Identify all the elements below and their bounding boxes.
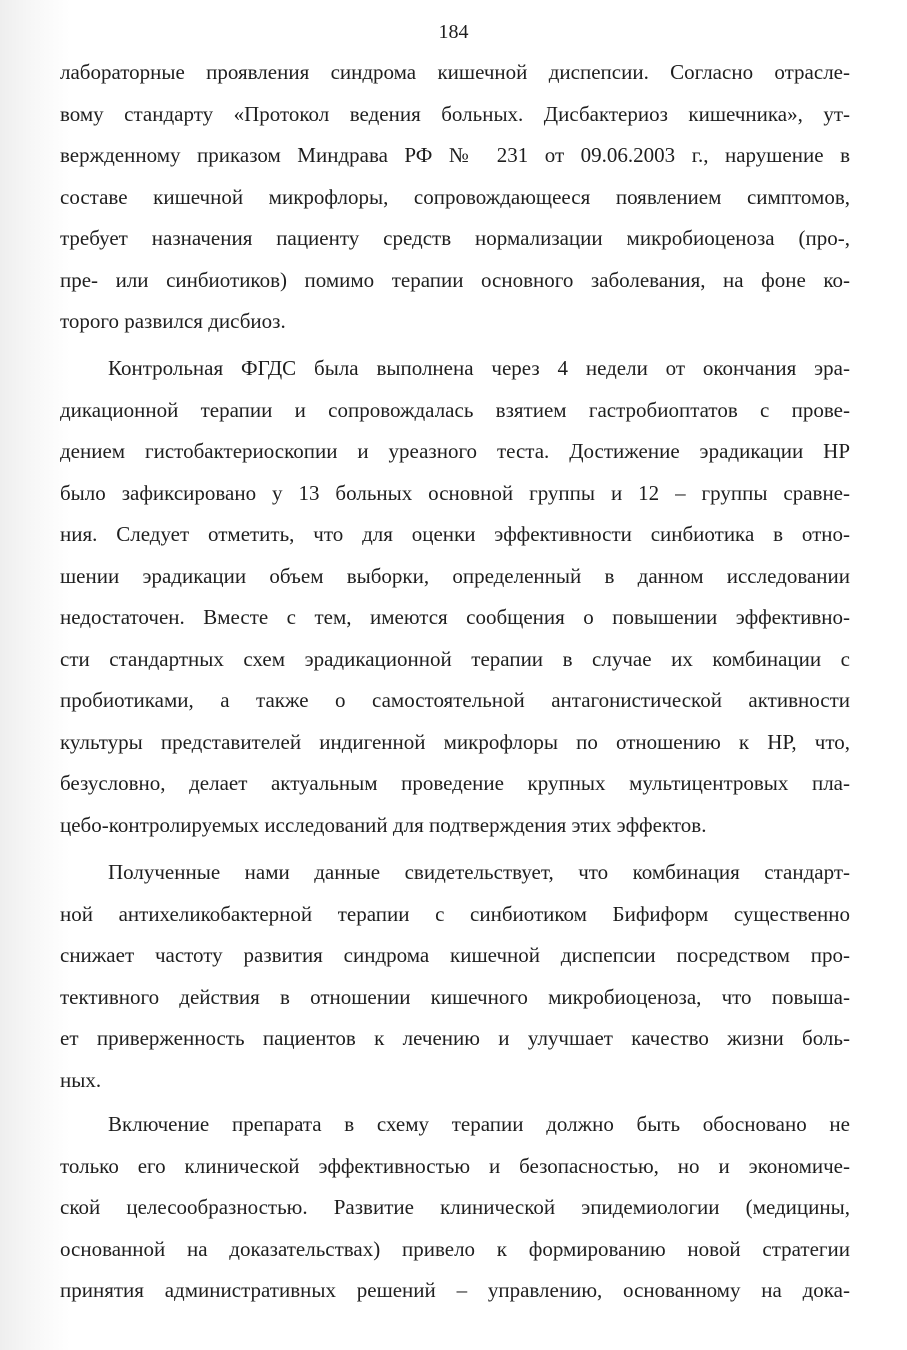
text-line: требует назначения пациенту средств нормализации микробиоценоза (про-, — [60, 226, 850, 250]
text-line: сти стандартных схем эрадикационной терапии в случае их комбинации с — [60, 646, 850, 671]
text-line: дикационной терапии и сопровождалась взятием гастробиоптатов с прове- — [60, 397, 850, 422]
text-line: недостаточен. Вместе с тем, имеются сообщения о повышении эффективно- — [60, 605, 850, 629]
text-line: лабораторные проявления синдрома кишечной диспепсии. Согласно отрасле- — [60, 60, 850, 84]
text-line: составе кишечной микрофлоры, сопровождающееся появлением симптомов, — [60, 184, 850, 209]
text-line: вому стандарту «Протокол ведения больных. Дисбактериоз кишечника», ут- — [60, 101, 850, 126]
text-line: ской целесообразностью. Развитие клинической эпидемиологии (медицины, — [60, 1195, 850, 1219]
text-line: только его клинической эффективностью и безопасностью, но и экономиче- — [60, 1153, 850, 1178]
text-line: основанной на доказательствах) привело к формированию новой стратегии — [60, 1236, 850, 1261]
text-line: было зафиксировано у 13 больных основной группы и 12 – группы сравне- — [60, 480, 850, 505]
paragraph-4 — [60, 1104, 850, 1312]
text-line: шении эрадикации объем выборки, определенный в данном исследовании — [60, 563, 850, 588]
text-line: цебо-контролируемых исследований для подтверждения этих эффектов. — [60, 812, 707, 837]
text-line: снижает частоту развития синдрома кишечной диспепсии посредством про- — [60, 943, 850, 967]
paragraph-2 — [60, 348, 850, 846]
text-line: принятия административных решений – управлению, основанному на дока- — [60, 1278, 850, 1302]
text-line: тективного действия в отношении кишечного микробиоценоза, что повыша- — [60, 984, 850, 1009]
text-line: дением гистобактериоскопии и уреазного теста. Достижение эрадикации НР — [60, 439, 850, 463]
text-line: ных. — [60, 1067, 102, 1092]
text-line: Контрольная ФГДС была выполнена через 4 недели от окончания эра- — [108, 356, 850, 380]
text-line: ния. Следует отметить, что для оценки эффективности синбиотика в отно- — [60, 522, 850, 546]
text-line: пробиотиками, а также о самостоятельной антагонистической активности — [60, 688, 850, 712]
text-line: Включение препарата в схему терапии должно быть обосновано не — [108, 1112, 850, 1136]
text-line: пре- или синбиотиков) помимо терапии основного заболевания, на фоне ко- — [60, 267, 850, 292]
text-line: ет приверженность пациентов к лечению и улучшает качество жизни боль- — [60, 1026, 850, 1050]
page-number: 184 — [438, 21, 469, 43]
text-line: вержденному приказом Миндрава РФ № 231 от 09.06.2003 г., нарушение в — [60, 143, 850, 167]
text-line: Полученные нами данные свидетельствует, что комбинация стандарт- — [108, 860, 850, 884]
text-line: безусловно, делает актуальным проведение крупных мультицентровых пла- — [60, 771, 850, 795]
text-line: культуры представителей индигенной микрофлоры по отношению к НР, что, — [60, 729, 850, 754]
paragraph-1 — [60, 52, 850, 343]
text-line: торого развился дисбиоз. — [60, 309, 286, 333]
paragraph-3 — [60, 852, 850, 1101]
text-line: ной антихеликобактерной терапии с синбиотиком Бифиформ существенно — [60, 901, 850, 926]
